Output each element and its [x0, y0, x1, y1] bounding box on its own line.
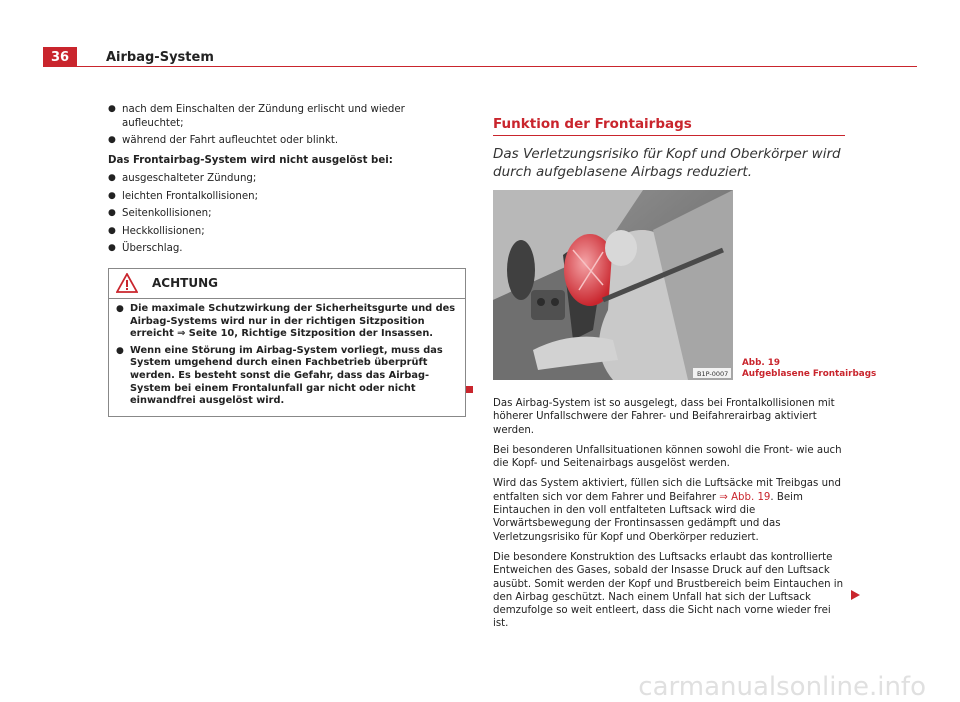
left-column — [108, 103, 464, 260]
page-header-title: Airbag-System — [106, 50, 214, 65]
paragraph: Wird das System aktiviert, füllen sich die Luftsäcke mit Treibgas und entfalten sich vor dem Fahrer und Beifahrer ⇒ Abb. 19. Beim Eintauchen in den voll entfalteten Luftsack wird die Vorwärtsbewegung der Frontinsassen gedämpft und das Verletzungsrisiko für Kopf und Oberkörper reduziert. — [493, 478, 841, 543]
continue-arrow-icon — [851, 590, 860, 600]
warning-triangle-icon — [116, 273, 138, 293]
warning-title: ACHTUNG — [152, 276, 218, 290]
list-item: ● nach dem Einschalten der Zündung erlischt und wieder aufleuchtet; — [108, 104, 405, 129]
list-item: ● Wenn eine Störung im Airbag-System vorliegt, muss das System umgehend durch einen Fachbetrieb überprüft werden. Es besteht sonst die Gefahr, dass das Airbag-System bei einem Frontalunfall gar nicht oder nicht einwandfrei ausgelöst wird. — [116, 344, 443, 407]
header-divider — [43, 66, 917, 67]
figure-caption — [742, 358, 876, 380]
list-item: ● Überschlag. — [108, 243, 183, 254]
paragraph: Die besondere Konstruktion des Luftsacks erlaubt das kontrollierte Entweichen des Gases, sobald der Insasse Druck auf den Luftsack ausübt. Somit werden der Kopf und Brustbereich beim Eintauchen in den Airbag geschützt. Nach einem Unfall hat sich der Luftsack demzufolge so weit entleert, dass die Sicht nach vorne wieder frei ist. — [493, 551, 844, 630]
figure-reference-link[interactable]: ⇒ Abb. 19 — [719, 491, 771, 503]
section-subtitle: Das Verletzungsrisiko für Kopf und Oberkörper wird durch aufgeblasene Airbags reduziert. — [493, 146, 841, 180]
list-item: ● während der Fahrt aufleuchtet oder blinkt. — [108, 135, 339, 146]
page-number: 36 — [43, 47, 77, 67]
figure-caption-text: Aufgeblasene Frontairbags — [742, 369, 877, 379]
list-item: ● Heckkollisionen; — [108, 225, 205, 237]
section-end-marker — [466, 386, 473, 393]
list-lead: Das Frontairbag-System wird nicht ausgelöst bei: — [108, 154, 393, 166]
watermark: carmanualsonline.info — [638, 672, 926, 702]
paragraph: Das Airbag-System ist so ausgelegt, dass bei Frontalkollisionen mit höherer Unfallschwere der Fahrer- und Beifahrerairbag aktiviert werden. — [493, 398, 835, 436]
airbag-illustration — [493, 190, 733, 380]
list-item: ● Die maximale Schutzwirkung der Sicherheitsgurte und des Airbag-Systems wird nur in der richtigen Sitzposition erreicht ⇒ Seite 10, Richtige Sitzposition der Insassen. — [116, 303, 456, 340]
list-item: ● ausgeschalteter Zündung; — [108, 173, 257, 184]
figure-code: B1P-0007 — [697, 370, 729, 378]
paragraph: Bei besonderen Unfallsituationen können sowohl die Front- wie auch die Kopf- und Seitenairbags ausgelöst werden. — [493, 444, 842, 470]
warning-body — [109, 299, 465, 416]
warning-box — [108, 268, 466, 417]
body-text — [493, 397, 847, 638]
figure-caption-label: Abb. 19 — [742, 358, 781, 368]
right-column-header — [493, 116, 845, 181]
section-title: Funktion der Frontairbags — [493, 116, 692, 132]
warning-header — [109, 269, 465, 299]
list-item: ● leichten Frontalkollisionen; — [108, 190, 259, 202]
list-item: ● Seitenkollisionen; — [108, 208, 212, 219]
section-divider — [493, 135, 845, 136]
